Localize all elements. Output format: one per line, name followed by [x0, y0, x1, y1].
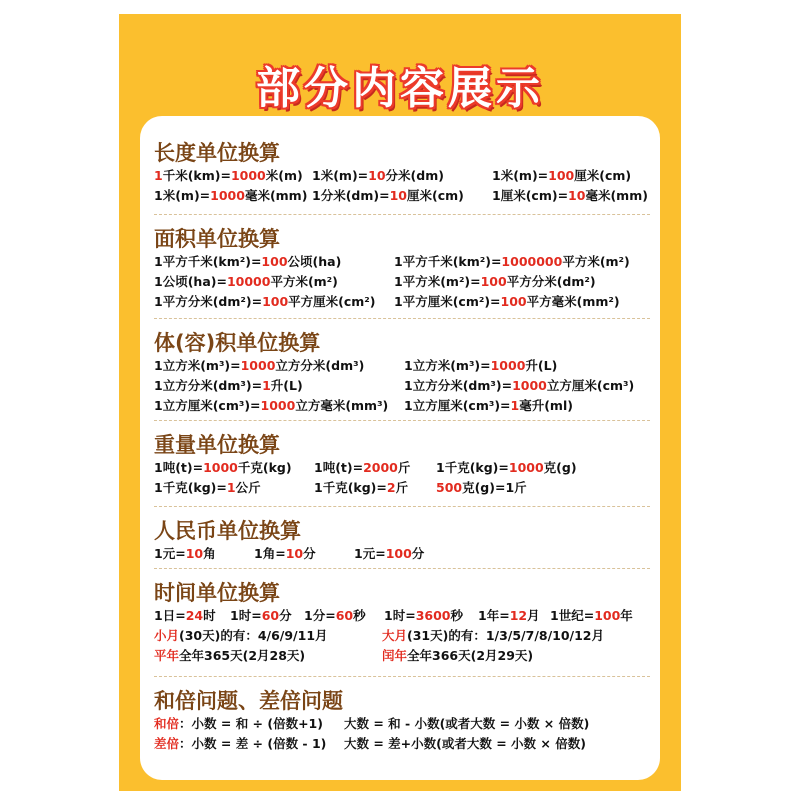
- highlight-value: 1000: [240, 358, 276, 373]
- highlight-value: 1000: [260, 398, 296, 413]
- highlight-value: 1000: [203, 460, 238, 475]
- formula-text: 1: [154, 546, 163, 561]
- formula-item: [154, 292, 376, 312]
- formula-item: [154, 186, 307, 206]
- formula-text: 1: [404, 398, 413, 413]
- formula-item: [404, 356, 557, 376]
- formula-text: 1: [394, 254, 403, 269]
- formula-text: 立方分米(dm³): [275, 358, 365, 373]
- formula-item: [230, 606, 292, 626]
- formula-item: [154, 356, 364, 376]
- section-divider: [154, 214, 650, 215]
- formula-text: 1: [154, 188, 163, 203]
- formula-text: 平方毫米(mm²): [526, 294, 620, 309]
- highlight-value: 1000: [508, 460, 544, 475]
- highlight-value: 1000000: [501, 254, 563, 269]
- highlight-value: 10: [568, 188, 586, 203]
- section-divider: [154, 506, 650, 507]
- formula-text: 平方千米(km²)=: [162, 254, 262, 269]
- highlight-value: 1000: [210, 188, 245, 203]
- formula-text: 克(g): [543, 460, 577, 475]
- formula-row: [154, 292, 652, 312]
- formula-item: [314, 458, 410, 478]
- formula-text: 1: [404, 358, 413, 373]
- formula-text: 月: [527, 608, 540, 623]
- formula-text: 时: [203, 608, 216, 623]
- highlight-value: 12: [509, 608, 528, 623]
- formula-text: 1: [154, 294, 163, 309]
- formula-text: 公斤: [235, 480, 261, 495]
- section-divider: [154, 568, 650, 569]
- formula-text: (30天)的有：4/6/9/11月: [179, 628, 328, 643]
- formula-text: 平方分米(dm²): [506, 274, 596, 289]
- formula-text: 1: [312, 188, 321, 203]
- formula-text: ：小数 = 差 ÷ (倍数 - 1): [179, 736, 327, 751]
- highlight-value: 闰年: [382, 648, 408, 663]
- formula-text: 世纪=: [558, 608, 595, 623]
- formula-item: [312, 166, 444, 186]
- section-4: [154, 432, 652, 498]
- formula-row: [154, 714, 652, 734]
- highlight-value: 大月: [382, 628, 408, 643]
- formula-text: 升(L): [525, 358, 558, 373]
- formula-text: (31天)的有：1/3/5/7/8/10/12月: [407, 628, 605, 643]
- section-5: [154, 518, 652, 564]
- formula-row: [154, 544, 652, 564]
- formula-text: 平方厘米(cm²)=: [402, 294, 501, 309]
- formula-text: 立方分米(dm³)=: [162, 378, 263, 393]
- section-title: 体(容)积单位换算: [154, 331, 321, 355]
- formula-row: [154, 186, 652, 206]
- formula-item: [312, 186, 464, 206]
- formula-text: 斤: [397, 460, 411, 475]
- highlight-value: 10: [285, 546, 304, 561]
- formula-item: [154, 272, 338, 292]
- section-3: [154, 330, 652, 416]
- highlight-value: 小月: [154, 628, 180, 643]
- formula-text: 分=: [312, 608, 336, 623]
- formula-text: 角=: [262, 546, 286, 561]
- formula-text: 平方米(m²): [270, 274, 338, 289]
- formula-text: 平方千米(km²)=: [402, 254, 502, 269]
- formula-text: 角: [203, 546, 216, 561]
- formula-text: 分: [303, 546, 316, 561]
- formula-item: [154, 606, 216, 626]
- formula-text: 立方厘米(cm³)=: [162, 398, 261, 413]
- formula-text: 秒: [450, 608, 463, 623]
- formula-text: 千克(kg): [237, 460, 292, 475]
- formula-item: [154, 458, 292, 478]
- section-title: 和倍问题、差倍问题: [154, 689, 343, 713]
- formula-text: 斤: [395, 480, 409, 495]
- formula-item: [314, 478, 408, 498]
- section-title: 人民币单位换算: [154, 519, 301, 543]
- highlight-value: 10: [185, 546, 204, 561]
- formula-item: [154, 478, 261, 498]
- section-6: [154, 580, 652, 666]
- formula-row: [154, 376, 652, 396]
- formula-text: 1: [314, 460, 323, 475]
- highlight-value: 差倍: [154, 736, 180, 751]
- highlight-value: 10000: [226, 274, 271, 289]
- formula-text: 1: [492, 188, 501, 203]
- highlight-value: 1: [510, 398, 520, 413]
- highlight-value: 60: [261, 608, 280, 623]
- formula-text: 元=: [362, 546, 386, 561]
- formula-item: [154, 396, 388, 416]
- formula-text: 1: [354, 546, 363, 561]
- section-1: [154, 140, 652, 206]
- formula-text: 1: [154, 254, 163, 269]
- formula-item: [154, 376, 303, 396]
- formula-item: [384, 606, 463, 626]
- section-title: 长度单位换算: [154, 141, 280, 165]
- formula-row: [154, 458, 652, 478]
- highlight-value: 100: [500, 294, 527, 309]
- formula-text: 1: [478, 608, 487, 623]
- formula-text: 厘米(cm): [406, 188, 464, 203]
- formula-text: 1: [304, 608, 313, 623]
- formula-text: 日=: [162, 608, 186, 623]
- formula-item: [394, 252, 630, 272]
- content-card: [140, 116, 660, 780]
- highlight-value: 和倍: [154, 716, 180, 731]
- formula-text: 千克(kg)=: [322, 480, 387, 495]
- highlight-value: 3600: [415, 608, 451, 623]
- highlight-value: 平年: [154, 648, 180, 663]
- formula-item: [382, 646, 533, 666]
- formula-text: 1: [314, 480, 323, 495]
- formula-item: [394, 292, 620, 312]
- section-title: 重量单位换算: [154, 433, 280, 457]
- formula-item: [382, 626, 604, 646]
- formula-item: [404, 396, 573, 416]
- formula-text: 1: [505, 480, 515, 495]
- formula-item: [154, 544, 216, 564]
- formula-text: 年=: [486, 608, 510, 623]
- section-2: [154, 226, 652, 312]
- formula-text: 平方厘米(cm²): [288, 294, 376, 309]
- formula-item: [394, 272, 596, 292]
- formula-text: 全年366天(2月29天): [407, 648, 534, 663]
- formula-text: 1: [394, 274, 403, 289]
- formula-text: 大数 = 和 - 小数(或者大数 = 小数 × 倍数): [344, 716, 590, 731]
- formula-text: 毫米(mm): [585, 188, 648, 203]
- formula-text: 立方厘米(cm³)=: [412, 398, 511, 413]
- formula-item: [254, 544, 316, 564]
- formula-text: 1: [154, 460, 163, 475]
- formula-text: 时=: [238, 608, 262, 623]
- formula-text: 公顷(ha)=: [162, 274, 227, 289]
- formula-text: 元=: [162, 546, 186, 561]
- highlight-value: 1000: [230, 168, 266, 183]
- formula-text: 公顷(ha): [287, 254, 342, 269]
- formula-text: 升(L): [270, 378, 303, 393]
- formula-item: [492, 186, 648, 206]
- formula-text: 千克(kg)=: [444, 460, 509, 475]
- formula-text: 全年365天(2月28天): [179, 648, 306, 663]
- formula-item: [354, 544, 424, 564]
- formula-text: 1: [492, 168, 501, 183]
- formula-text: ：小数 = 和 ÷ (倍数+1): [179, 716, 323, 731]
- highlight-value: 2: [386, 480, 396, 495]
- highlight-value: 100: [261, 254, 288, 269]
- formula-item: [154, 646, 305, 666]
- highlight-value: 100: [594, 608, 621, 623]
- formula-text: 厘米(cm): [574, 168, 632, 183]
- formula-text: 立方厘米(cm³): [546, 378, 635, 393]
- formula-text: 平方米(m²)=: [402, 274, 481, 289]
- formula-item: [344, 734, 586, 754]
- formula-text: 1: [154, 274, 163, 289]
- highlight-value: 24: [185, 608, 204, 623]
- formula-row: [154, 166, 652, 186]
- formula-text: 米(m): [265, 168, 303, 183]
- section-7: [154, 688, 652, 754]
- highlight-value: 1: [262, 378, 271, 393]
- formula-item: [436, 478, 527, 498]
- formula-text: 分米(dm)=: [320, 188, 390, 203]
- highlight-value: 100: [385, 546, 412, 561]
- formula-item: [154, 626, 328, 646]
- highlight-value: 60: [335, 608, 354, 623]
- formula-row: [154, 272, 652, 292]
- formula-text: 1: [312, 168, 321, 183]
- formula-text: 米(m)=: [162, 188, 211, 203]
- formula-text: 米(m)=: [500, 168, 549, 183]
- formula-text: 1: [384, 608, 393, 623]
- formula-row: [154, 478, 652, 498]
- formula-text: 时=: [392, 608, 416, 623]
- formula-row: [154, 734, 652, 754]
- formula-text: 1: [154, 398, 163, 413]
- highlight-value: 10: [389, 188, 407, 203]
- formula-row: [154, 356, 652, 376]
- highlight-value: 500: [436, 480, 463, 495]
- formula-text: 秒: [353, 608, 366, 623]
- formula-item: [154, 714, 323, 734]
- formula-text: 1: [404, 378, 413, 393]
- formula-item: [154, 252, 341, 272]
- formula-text: 1: [154, 480, 163, 495]
- formula-item: [404, 376, 634, 396]
- formula-text: 毫升(ml): [519, 398, 573, 413]
- highlight-value: 100: [480, 274, 507, 289]
- formula-item: [550, 606, 633, 626]
- formula-text: 分米(dm): [385, 168, 444, 183]
- formula-row: [154, 252, 652, 272]
- highlight-value: 100: [262, 294, 289, 309]
- poster-background: [119, 14, 681, 791]
- formula-text: 大数 = 差+小数(或者大数 = 小数 × 倍数): [344, 736, 586, 751]
- formula-text: 1: [550, 608, 559, 623]
- formula-text: 克(g)=: [462, 480, 506, 495]
- section-divider: [154, 676, 650, 677]
- formula-item: [344, 714, 589, 734]
- formula-item: [154, 166, 303, 186]
- formula-text: 年: [620, 608, 633, 623]
- highlight-value: 2000: [363, 460, 398, 475]
- formula-text: 1: [154, 378, 163, 393]
- formula-text: 1: [154, 358, 163, 373]
- formula-row: [154, 396, 652, 416]
- formula-text: 1: [230, 608, 239, 623]
- highlight-value: 1000: [512, 378, 547, 393]
- highlight-value: 10: [368, 168, 386, 183]
- formula-text: 千克(kg)=: [162, 480, 227, 495]
- highlight-value: 100: [548, 168, 575, 183]
- formula-text: 1: [436, 460, 445, 475]
- section-divider: [154, 420, 650, 421]
- formula-text: 吨(t)=: [322, 460, 364, 475]
- formula-item: [436, 458, 577, 478]
- section-divider: [154, 318, 650, 319]
- formula-item: [492, 166, 631, 186]
- formula-text: 毫米(mm): [244, 188, 308, 203]
- formula-row: [154, 626, 652, 646]
- formula-text: 立方分米(dm³)=: [412, 378, 513, 393]
- formula-text: 1: [394, 294, 403, 309]
- formula-text: 1: [154, 608, 163, 623]
- formula-text: 立方毫米(mm³): [295, 398, 389, 413]
- formula-text: 立方米(m³)=: [412, 358, 491, 373]
- formula-text: 千米(km)=: [162, 168, 231, 183]
- section-title: 时间单位换算: [154, 581, 280, 605]
- formula-text: 厘米(cm)=: [500, 188, 569, 203]
- formula-item: [478, 606, 540, 626]
- formula-text: 平方分米(dm²)=: [162, 294, 263, 309]
- highlight-value: 1: [226, 480, 236, 495]
- formula-text: 分: [411, 546, 425, 561]
- section-title: 面积单位换算: [154, 227, 280, 251]
- formula-text: 分: [279, 608, 292, 623]
- formula-row: [154, 606, 652, 626]
- formula-item: [154, 734, 326, 754]
- formula-item: [304, 606, 366, 626]
- formula-row: [154, 646, 652, 666]
- formula-text: 1: [254, 546, 263, 561]
- formula-text: 斤: [514, 480, 527, 495]
- highlight-value: 1000: [490, 358, 526, 373]
- formula-text: 米(m)=: [320, 168, 369, 183]
- formula-text: 平方米(m²): [562, 254, 630, 269]
- highlight-value: 1: [154, 168, 163, 183]
- formula-text: 吨(t)=: [162, 460, 204, 475]
- formula-text: 立方米(m³)=: [162, 358, 241, 373]
- page-title: 部分内容展示: [256, 63, 544, 114]
